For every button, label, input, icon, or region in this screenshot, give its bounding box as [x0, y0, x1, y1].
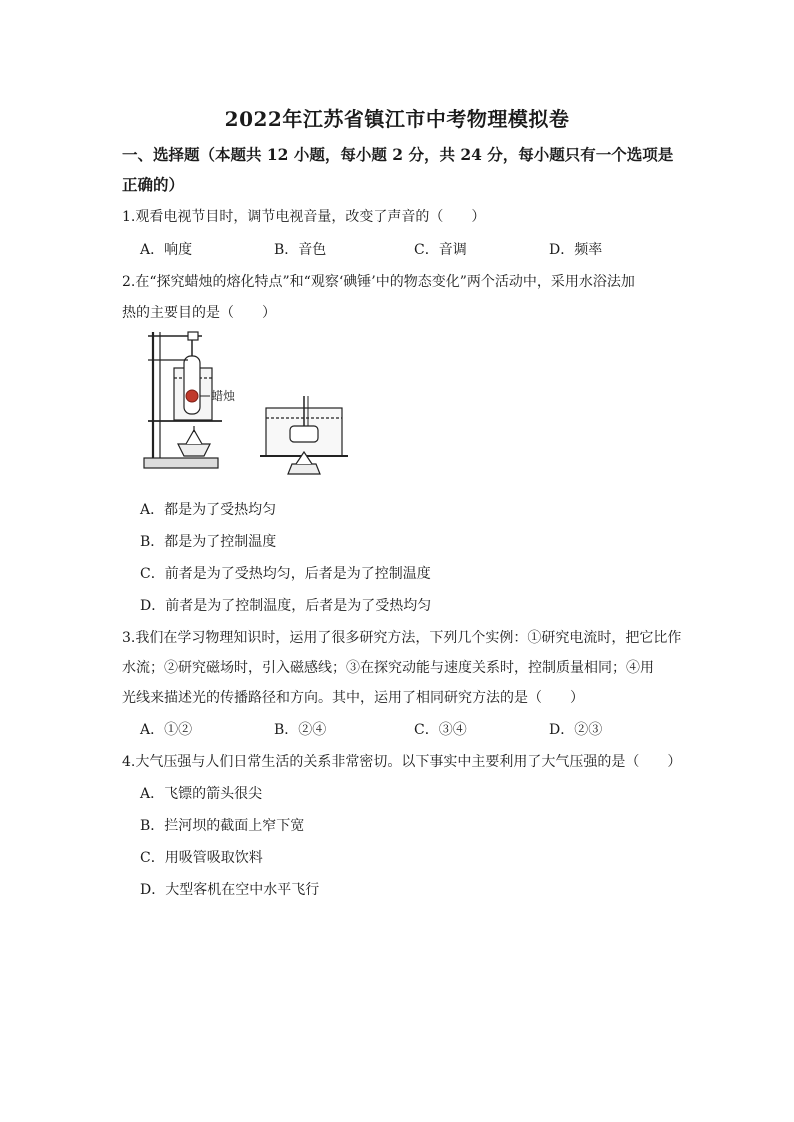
question-2-stem-line-1: 2.在“探究蜡烛的熔化特点”和“观察‘碘锤’中的物态变化”两个活动中，采用水浴法加	[122, 274, 635, 290]
wax-sample-icon	[186, 390, 198, 402]
q2-option-a: A．都是为了受热均匀	[140, 502, 277, 518]
apparatus-illustration	[140, 326, 370, 476]
q3-option-b: B．②④	[274, 722, 327, 738]
section-heading-line-2: 正确的）	[122, 175, 185, 194]
q1-option-c: C．音调	[414, 242, 467, 258]
q4-option-d: D．大型客机在空中水平飞行	[140, 882, 320, 898]
q1-option-a: A．响度	[140, 242, 193, 258]
question-1-stem: 1.观看电视节目时，调节电视音量，改变了声音的（ ）	[122, 209, 486, 225]
q4-option-b: B．拦河坝的截面上窄下宽	[140, 818, 305, 834]
q2-option-d: D．前者是为了控制温度，后者是为了受热均匀	[140, 598, 432, 614]
q3-option-a: A．①②	[140, 722, 193, 738]
water-bath-apparatus-figure	[140, 326, 370, 476]
section-heading-line-1: 一、选择题（本题共 12 小题，每小题 2 分，共 24 分，每小题只有一个选项是	[122, 145, 674, 164]
question-4-stem: 4.大气压强与人们日常生活的关系非常密切。以下事实中主要利用了大气压强的是（ ）	[122, 754, 682, 770]
wax-label: 蜡烛	[211, 389, 236, 403]
q4-option-c: C．用吸管吸取饮料	[140, 850, 263, 866]
q4-option-a: A．飞镖的箭头很尖	[140, 786, 263, 802]
q1-option-b: B．音色	[274, 242, 327, 258]
question-2-stem-line-2: 热的主要目的是（ ）	[122, 305, 276, 321]
exam-title: 2022年江苏省镇江市中考物理模拟卷	[224, 107, 570, 131]
q1-option-d: D．频率	[549, 242, 603, 258]
q3-option-c: C．③④	[414, 722, 467, 738]
question-3-stem-line-3: 光线来描述光的传播路径和方向。其中，运用了相同研究方法的是（ ）	[122, 690, 584, 706]
q2-option-b: B．都是为了控制温度	[140, 534, 277, 550]
question-3-stem-line-2: 水流；②研究磁场时，引入磁感线；③在探究动能与速度关系时，控制质量相同；④用	[122, 660, 654, 676]
question-3-stem-line-1: 3.我们在学习物理知识时，运用了很多研究方法，下列几个实例：①研究电流时，把它比作	[122, 630, 682, 646]
q3-option-d: D．②③	[549, 722, 603, 738]
q2-option-c: C．前者是为了受热均匀，后者是为了控制温度	[140, 566, 431, 582]
